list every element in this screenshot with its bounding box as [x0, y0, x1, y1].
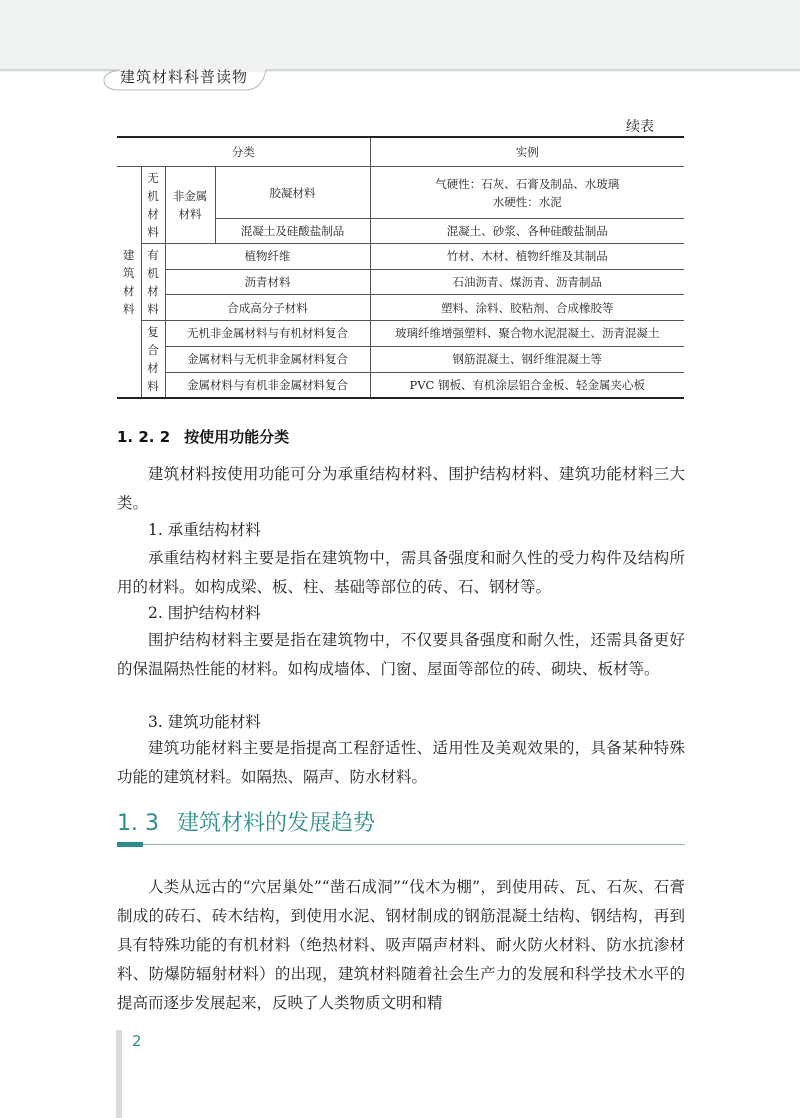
- heading-accent-bar: [117, 842, 143, 847]
- cell-polymer-examples: 塑料、涂料、胶粘剂、合成橡胶等: [370, 295, 684, 321]
- chapter-section-number: 1. 3: [117, 811, 159, 836]
- group-composite: 复 合 材 料: [141, 321, 165, 399]
- cell-asphalt-examples: 石油沥青、煤沥青、沥青制品: [370, 269, 684, 295]
- paragraph-intro: 建筑材料按使用功能可分为承重结构材料、围护结构材料、建筑功能材料三大类。: [117, 465, 685, 512]
- cell-composite-2: 金属材料与无机非金属材料复合: [165, 346, 370, 372]
- col-header-example: 实例: [370, 137, 684, 167]
- group-inorganic: 无 机 材 料: [141, 167, 165, 244]
- page-number-bar: [116, 1030, 122, 1118]
- chapter-section-title: 建筑材料的发展趋势: [176, 811, 375, 836]
- section-heading-1-3: [117, 806, 375, 837]
- materials-classification-table: [117, 136, 684, 399]
- cell-asphalt: 沥青材料: [165, 269, 370, 295]
- subheading-functional: 3. 建筑功能材料: [148, 713, 261, 731]
- table-caption: 续表: [626, 119, 654, 135]
- cell-cementitious-examples: 气硬性：石灰、石膏及制品、水玻璃 水硬性：水泥: [370, 167, 684, 219]
- subheading-load-bearing: 1. 承重结构材料: [148, 521, 261, 539]
- page-number: 2: [132, 1032, 142, 1050]
- heading-underline: [143, 844, 685, 845]
- running-header-title: 建筑材料科普读物: [120, 68, 249, 86]
- cell-composite-2-examples: 钢筋混凝土、钢纤维混凝土等: [370, 346, 684, 372]
- cell-composite-3: 金属材料与有机非金属材料复合: [165, 372, 370, 398]
- group-building-materials: 建 筑 材 料: [117, 167, 141, 399]
- group-organic: 有 机 材 料: [141, 244, 165, 321]
- cell-composite-3-examples: PVC 钢板、有机涂层铝合金板、轻金属夹心板: [370, 372, 684, 398]
- cell-concrete: 混凝土及硅酸盐制品: [215, 219, 370, 244]
- cell-composite-1-examples: 玻璃纤维增强塑料、聚合物水泥混凝土、沥青混凝土: [370, 321, 684, 347]
- section-number: 1. 2. 2: [117, 428, 171, 446]
- section-title: 按使用功能分类: [184, 428, 290, 446]
- cell-plant-fiber: 植物纤维: [165, 244, 370, 270]
- paragraph-development: 人类从远古的“穴居巢处”“凿石成洞”“伐木为棚”，到使用砖、瓦、石灰、石膏制成的砖石、砖木结构，到使用水泥、钢材制成的钢筋混凝土结构、钢结构，再到具有特殊功能的有机材料（绝热材料、吸声隔声材料、耐火防火材料、防水抗渗材料、防爆防辐射材料）的出现，建筑材料随着社会生产力的发展和科学技术水平的提高而逐步发展起来，反映了人类物质文明和精: [117, 878, 685, 1012]
- paragraph-enclosure: 围护结构材料主要是指在建筑物中，不仅要具备强度和耐久性，还需具备更好的保温隔热性能的材料。如构成墙体、门窗、屋面等部位的砖、砌块、板材等。: [117, 631, 685, 678]
- group-nonmetal: 非金属材料: [165, 167, 215, 244]
- cell-plant-fiber-examples: 竹材、木材、植物纤维及其制品: [370, 244, 684, 270]
- cell-cementitious: 胶凝材料: [215, 167, 370, 219]
- cell-composite-1: 无机非金属材料与有机材料复合: [165, 321, 370, 347]
- cell-polymer: 合成高分子材料: [165, 295, 370, 321]
- section-heading-1-2-2: [117, 426, 289, 447]
- col-header-category: 分类: [117, 137, 370, 167]
- paragraph-functional: 建筑功能材料主要是指提高工程舒适性、适用性及美观效果的，具备某种特殊功能的建筑材料。如隔热、隔声、防水材料。: [117, 739, 685, 786]
- cell-concrete-examples: 混凝土、砂浆、各种硅酸盐制品: [370, 219, 684, 244]
- subheading-enclosure: 2. 围护结构材料: [148, 604, 261, 622]
- paragraph-load-bearing: 承重结构材料主要是指在建筑物中，需具备强度和耐久性的受力构件及结构所用的材料。如构成梁、板、柱、基础等部位的砖、石、钢材等。: [117, 549, 685, 596]
